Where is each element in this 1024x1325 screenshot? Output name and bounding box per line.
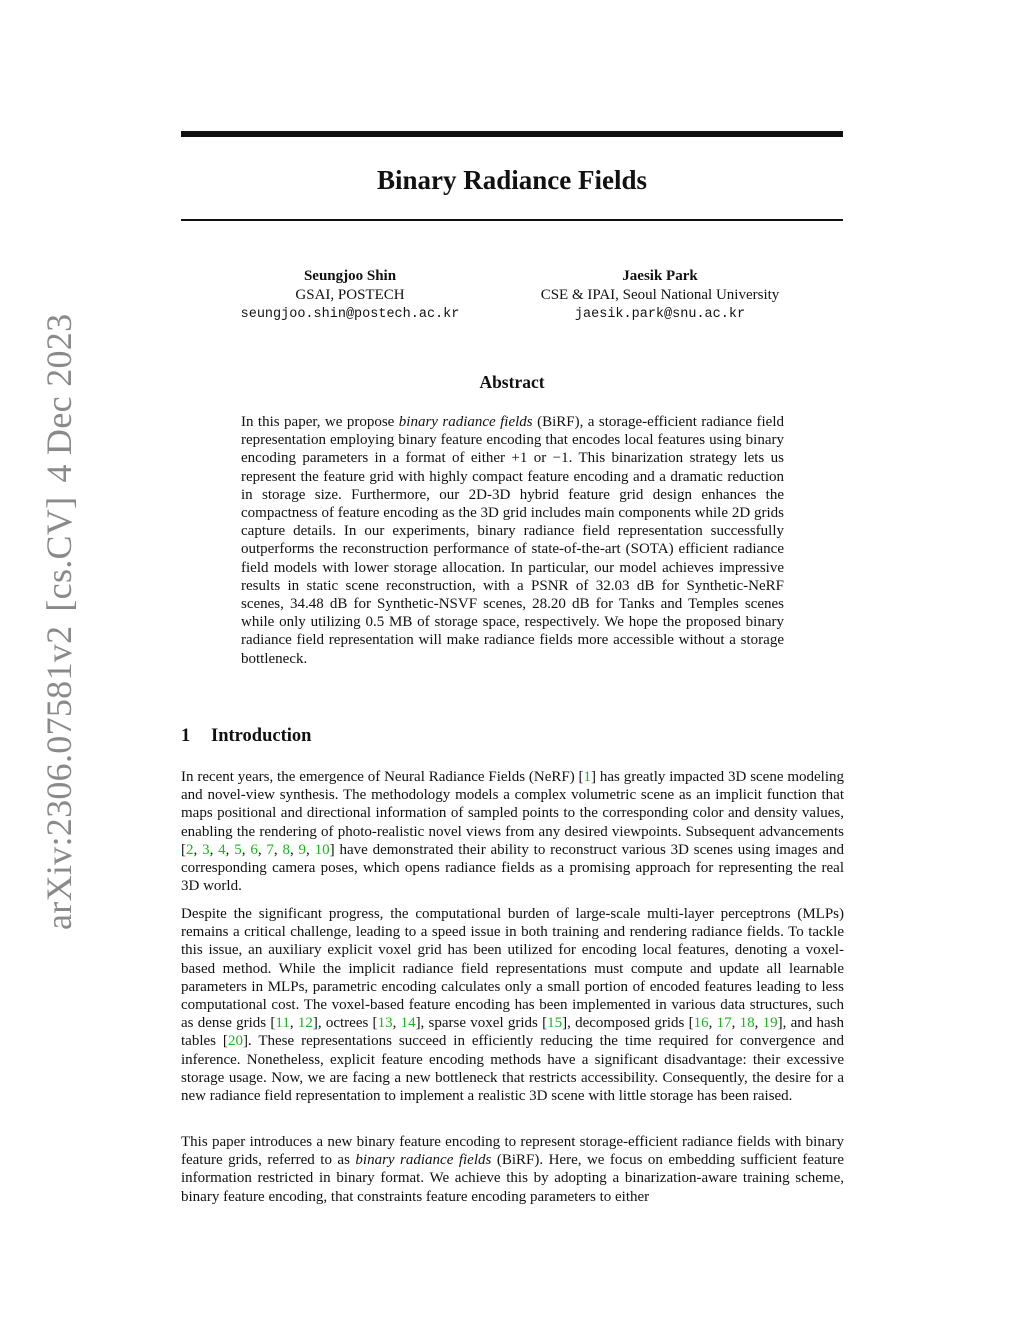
arxiv-id: arXiv:2306.07581v2 <box>39 625 79 930</box>
emphasis-term: binary radiance fields <box>355 1152 492 1169</box>
section-title: Introduction <box>211 726 312 746</box>
citation-link[interactable]: 2 <box>186 841 194 858</box>
text-run: ] have demonstrated their ability to reconstruct various 3D scenes using images and corresponding camera poses, which opens radiance fields as a promising approach for representing the real 3D world. <box>181 841 845 895</box>
arxiv-category: [cs.CV] <box>39 496 79 612</box>
citation-link[interactable]: 17 <box>716 1015 732 1032</box>
title-rule-bottom <box>181 219 843 221</box>
intro-paragraph-2: Despite the significant progress, the computational burden of large-scale multi-layer perceptrons (MLPs) remains a critical challenge, leading to a speed issue in both training and rendering radiance fields. To tackle this issue, an auxiliary explicit voxel grid has been utilized for encoding local features, denoting a voxel-based method. While the implicit radiance field representations must compute and update all learnable parameters in MLPs, parametric encoding calculates only a small portion of encoded features leading to less computational cost. The voxel-based feature encoding has been implemented in various data structures, such as dense grids [11, 12], octrees [13, 14], sparse voxel grids [15], decomposed grids [16, 17, 18, 19], and hash tables [20]. These representations succeed in efficiently reducing the time required for convergence and inference. Nonetheless, explicit feature encoding methods have a significant disadvantage: their excessive storage usage. Now, we are facing a new bottleneck that restricts accessibility. Consequently, the desire for a new radiance field representation to implement a realistic 3D scene with little storage has been raised. <box>181 906 845 1105</box>
citation-link[interactable]: 5 <box>234 841 242 858</box>
author-email[interactable]: jaesik.park@snu.ac.kr <box>574 307 746 322</box>
paper-title: Binary Radiance Fields <box>376 165 647 195</box>
text-run: ], and hash tables [ <box>181 1015 844 1050</box>
citation-link[interactable]: 15 <box>547 1015 563 1032</box>
citation-link[interactable]: 9 <box>298 841 307 858</box>
text-run: Despite the significant progress, the computational burden of large-scale multi-layer perceptrons (MLPs) remains a critical challenge, leading to a speed issue in both training and rendering radiance fields. To tackle this issue, an auxiliary explicit voxel grid has been utilized for encoding local features, denoting a voxel-based method. While the implicit radiance field representations must compute and update all learnable parameters in MLPs, parametric encoding calculates only a small portion of encoded features leading to less computational cost. The voxel-based feature encoding has been implemented in various data structures, such as dense grids [ <box>181 906 844 1032</box>
arxiv-side-stamp <box>39 313 79 930</box>
text-run: (BiRF). Here, we focus on embedding sufficient feature information restricted in binary format. We achieve this by adopting a binarization-aware training scheme, binary feature encoding, that constraints feature encoding parameters to either <box>181 1152 844 1205</box>
citation-link[interactable]: 8 <box>282 841 290 858</box>
title-rule-top <box>181 131 843 137</box>
text-run: ], decomposed grids [ <box>562 1015 694 1032</box>
citation-link[interactable]: 11 <box>275 1015 290 1032</box>
citation-link[interactable]: 4 <box>218 841 226 858</box>
text-run: In this paper, we propose <box>241 414 399 430</box>
emphasis-term: binary radiance fields <box>398 414 533 430</box>
citation-link[interactable]: 20 <box>227 1033 243 1050</box>
text-run: ], octrees [ <box>312 1015 378 1032</box>
text-run: In recent years, the emergence of Neural Radiance Fields (NeRF) [ <box>181 769 584 785</box>
text-run: ]. These representations succeed in efficiently reducing the time required for convergence and inference. Nonetheless, explicit feature encoding methods have a significant disadvantage: their excessive storage usage. Now, we are facing a new bottleneck that restricts accessibility. Consequently, the desire for a new radiance field representation to implement a realistic 3D scene with little storage has been raised. <box>181 1033 845 1105</box>
citation-link[interactable]: 16 <box>693 1015 709 1032</box>
intro-paragraph-3 <box>181 1133 844 1206</box>
abstract-heading: Abstract <box>479 372 545 392</box>
section-number: 1 <box>181 726 191 746</box>
author-block-1 <box>220 267 480 324</box>
author-affiliation: GSAI, POSTECH <box>295 287 405 303</box>
citation-link[interactable]: 3 <box>202 841 210 858</box>
section-heading-introduction <box>181 724 843 748</box>
citation-link[interactable]: 19 <box>762 1015 778 1032</box>
text-run: (BiRF), a storage-efficient radiance field representation employing binary feature encoding that encodes local features using binary encoding parameters in a format of either +1 or −1. This binarization strategy lets us represent the feature grid with highly compact feature encoding and a dramatic reduction in storage size. Furthermore, our 2D-3D hybrid feature grid design enhances the compactness of feature encoding as the 3D grid includes main components while 2D grids capture details. In our experiments, binary radiance field representation successfully outperforms the reconstruction performance of state-of-the-art (SOTA) efficient radiance field models with lower storage allocation. In particular, our model achieves impressive results in static scene reconstruction, with a PSNR of 32.03 dB for Synthetic-NeRF scenes, 34.48 dB for Synthetic-NSVF scenes, 28.20 dB for Tanks and Temples scenes while only utilizing 0.5 MB of storage space, respectively. We hope the proposed binary radiance field representation will make radiance fields more accessible without a storage bottleneck. <box>241 414 785 667</box>
author-email[interactable]: seungjoo.shin@postech.ac.kr <box>240 307 460 322</box>
citation-link[interactable]: 1 <box>583 769 592 785</box>
citation-link[interactable]: 10 <box>314 841 330 858</box>
abstract-text <box>241 413 784 668</box>
citation-link[interactable]: 13 <box>377 1015 393 1032</box>
citation-link[interactable]: 14 <box>400 1015 416 1032</box>
citation-link[interactable]: 7 <box>266 841 274 858</box>
citation-link[interactable]: 18 <box>739 1015 755 1032</box>
author-name: Seungjoo Shin <box>303 268 397 284</box>
arxiv-date: 4 Dec 2023 <box>39 313 79 483</box>
citation-link[interactable]: 12 <box>297 1015 313 1032</box>
intro-paragraph-1: In recent years, the emergence of Neural Radiance Fields (NeRF) [1] has greatly impacted 3D scene modeling and novel-view synthesis. The methodology models a complex volumetric scene as an implicit function that maps positional and directional information of sampled points to the corresponding color and density values, enabling the rendering of photo-realistic novel views from any desired viewpoints. Subsequent advancements [2, 3, 4, 5, 6, 7, 8, 9, 10] have demonstrated their ability to reconstruct various 3D scenes using images and corresponding camera poses, which opens radiance fields as a promising approach for representing the real 3D world. <box>181 769 845 895</box>
author-block-2 <box>500 267 820 324</box>
text-run: ], sparse voxel grids [ <box>415 1015 548 1032</box>
author-affiliation: CSE & IPAI, Seoul National University <box>540 287 780 303</box>
author-name: Jaesik Park <box>622 268 698 284</box>
text-run: ] has greatly impacted 3D scene modeling and novel-view synthesis. The methodology models a complex volumetric scene as an implicit function that maps positional and directional information of sampled points to the corresponding color and density values, enabling the rendering of photo-realistic novel views from any desired viewpoints. Subsequent advancements [ <box>181 769 845 858</box>
citation-link[interactable]: 6 <box>250 841 258 858</box>
text-run: This paper introduces a new binary feature encoding to represent storage-efficient radiance fields with binary feature grids, referred to as <box>181 1134 844 1169</box>
